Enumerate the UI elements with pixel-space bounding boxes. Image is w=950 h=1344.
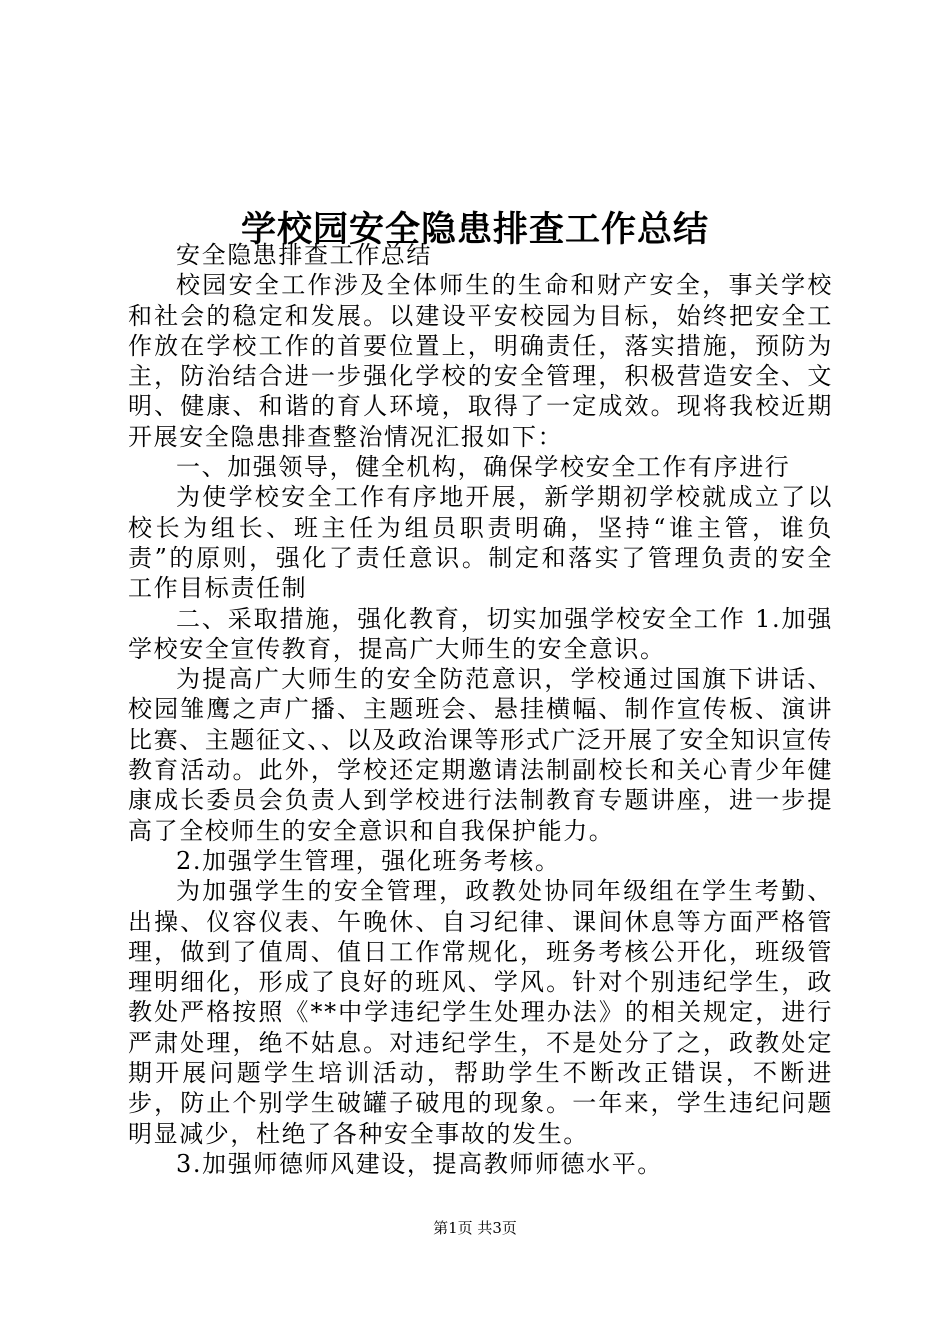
page-number-footer: 第1页 共3页 bbox=[433, 1219, 517, 1237]
section-heading-2: 二、采取措施，强化教育，切实加强学校安全工作 1.加强学校安全宣传教育，提高广大师生的安全意识。 bbox=[128, 604, 833, 663]
section-1-paragraph: 为使学校安全工作有序地开展，新学期初学校就成立了以校长为组长、班主任为组员职责明确，坚持“谁主管，谁负责”的原则，强化了责任意识。制定和落实了管理负责的安全工作目标责任制 bbox=[128, 483, 833, 603]
intro-paragraph: 校园安全工作涉及全体师生的生命和财产安全，事关学校和社会的稳定和发展。以建设平安校园为目标，始终把安全工作放在学校工作的首要位置上，明确责任，落实措施，预防为主，防治结合进一步强化学校的安全管理，积极营造安全、文明、健康、和谐的育人环境，取得了一定成效。现将我校近期开展安全隐患排查整治情况汇报如下： bbox=[128, 271, 833, 451]
subtitle-paragraph: 安全隐患排查工作总结 bbox=[176, 241, 432, 269]
subsection-2-paragraph: 为加强学生的安全管理，政教处协同年级组在学生考勤、出操、仪容仪表、午晚休、自习纪律、课间休息等方面严格管理，做到了值周、值日工作常规化，班务考核公开化，班级管理明细化，形成了良好的班风、学风。针对个别违纪学生，政教处严格按照《**中学违纪学生处理办法》的相关规定，进行严肃处理，绝不姑息。对违纪学生，不是处分了之，政教处定期开展问题学生培训活动，帮助学生不断改正错误，不断进步，防止个别学生破罐子破甩的现象。一年来，学生违纪问题明显减少，杜绝了各种安全事故的发生。 bbox=[128, 877, 833, 1148]
document-body bbox=[128, 240, 833, 1179]
section-heading-1: 一、加强领导，健全机构，确保学校安全工作有序进行 bbox=[176, 453, 791, 482]
subsection-heading-3: 3.加强师德师风建设，提高教师师德水平。 bbox=[176, 1149, 663, 1178]
document-title: 学校园安全隐患排查工作总结 bbox=[240, 209, 709, 251]
subsection-heading-2: 2.加强学生管理，强化班务考核。 bbox=[176, 846, 561, 875]
section-2-paragraph: 为提高广大师生的安全防范意识，学校通过国旗下讲话、校园雏鹰之声广播、主题班会、悬挂横幅、制作宣传板、演讲比赛、主题征文、、以及政治课等形式广泛开展了安全知识宣传教育活动。此外，学校还定期邀请法制副校长和关心青少年健康成长委员会负责人到学校进行法制教育专题讲座，进一步提高了全校师生的安全意识和自我保护能力。 bbox=[128, 665, 833, 845]
